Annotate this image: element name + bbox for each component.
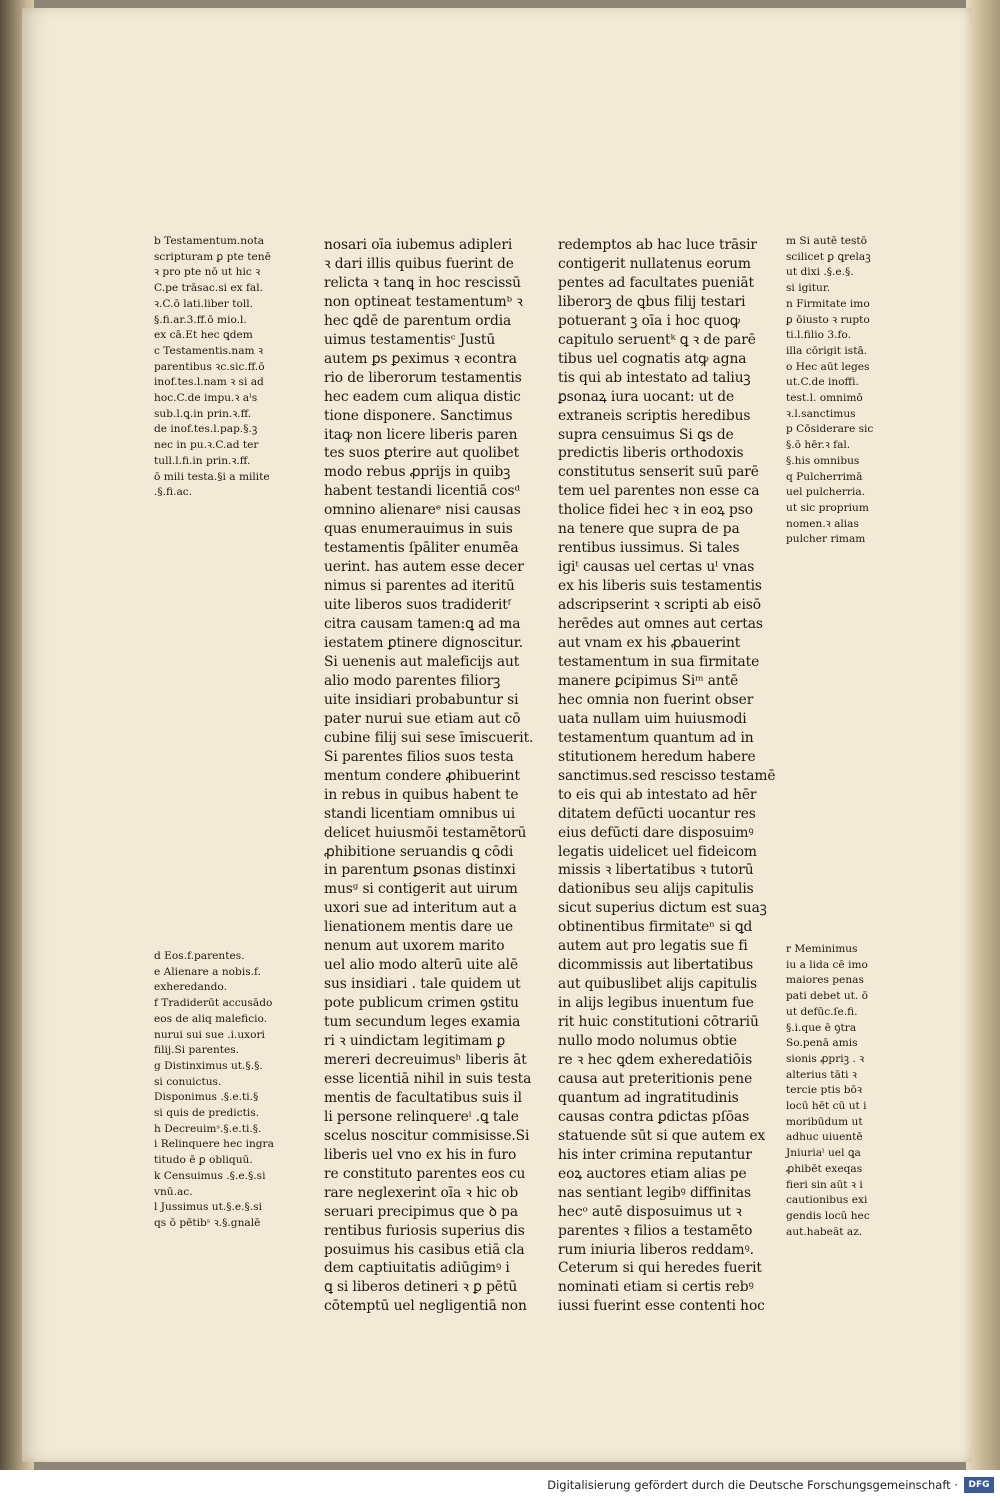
main-left-line: Si uenenis aut maleficijs aut [324,653,520,670]
gloss-right-bottom-line: alterius tāti ꝛ [786,1068,857,1081]
gloss-left-top-line: ex cā.Et hec ꝗdem [154,329,253,342]
main-right-line: nas sentiant legibꝰ diffinitas [558,1184,752,1201]
gloss-left-top-line: inof.tes.l.nam ꝛ si ad [154,376,264,389]
main-right-line: to eis qui ab intestato ad hēr [558,786,757,803]
gloss-right-top [786,234,926,548]
main-right-line: rum iniuria liberos reddamꝰ. [558,1241,754,1258]
main-right-line: extraneis scriptis heredibus [558,407,751,424]
gloss-left-top-line: scripturam ꝑ pte tenē [154,250,271,263]
gloss-right-bottom-line: adhuc uiuentē [786,1131,863,1144]
gloss-right-bottom-line: cautionibus exi [786,1194,868,1207]
gloss-left-bottom-line: g Distinximus ut.§.§. [154,1059,263,1072]
gloss-right-top-line: test.l. omnimō [786,392,863,405]
gloss-left-bottom-line: exheredando. [154,981,227,994]
digitization-footer [0,1470,1000,1501]
main-right-line: predictis liberis orthodoxis [558,445,744,462]
main-left-line: dem captiuitatis adiūgimꝰ i [324,1260,510,1277]
main-left-line: standi licentiam omnibus ui [324,805,516,822]
main-left-line: uerint. has autem esse decer [324,559,524,576]
main-left-line: rentibus furiosis superius dis [324,1222,525,1239]
main-right-line: quantum ad ingratitudinis [558,1089,739,1106]
main-left-line: cubine filij sui sese īmiscuerit. [324,729,534,746]
gloss-right-bottom-line: ut defūc.ſe.fi. [786,1005,858,1018]
main-right-line: hec omnia non fuerint obser [558,691,754,708]
gloss-left-bottom [154,949,304,1232]
main-right-line: iussi fuerint esse contenti hoc [558,1298,765,1315]
gloss-right-bottom-line: aut.habeāt az. [786,1225,863,1238]
gloss-left-top-line: §.fi.ar.3.ff.ō mio.l. [154,313,247,326]
main-left-line: itaꝙ non licere liberis paren [324,426,518,443]
main-left-line: citra causam tamen:ꝗ ad ma [324,616,521,633]
main-left-line: rio de liberorum testamentis [324,369,522,386]
main-left-line: uel alio modo alterū uite alē [324,957,519,974]
main-right-line: tem uel parentes non esse ca [558,483,760,500]
main-right-line: igiᵗ causas uel certas uˡ vnas [558,559,755,576]
gloss-left-top-line: c Testamentis.nam ꝛ [154,344,263,357]
main-left-line: Si parentes filios suos testa [324,748,514,765]
gloss-right-bottom-line: fieri sin aūt ꝛ i [786,1178,863,1191]
dfg-logo-icon: DFG [964,1477,994,1493]
main-right-line: rentibus iussimus. Si tales [558,540,740,557]
gloss-left-top-line: tull.l.fi.in prin.ꝛ.ff. [154,454,251,467]
main-left-line: sus insidiari . tale quidem ut [324,976,521,993]
main-left-line: esse licentiā nihil in suis testa [324,1070,532,1087]
gloss-right-bottom [786,942,926,1240]
gloss-left-top-line: sub.l.ꝗ.in prin.ꝛ.ff. [154,407,252,420]
gloss-right-top-line: ut sic proprium [786,501,869,514]
main-right-line: herēdes aut omnes aut certas [558,616,763,633]
main-left-line: modo rebus ꝓprijs in quibꝫ [324,464,511,481]
main-right-line: tis qui ab intestato ad taliuꝫ [558,369,751,386]
main-left-line: nimus si parentes ad iteritū [324,578,515,595]
main-left-line: delicet huiusmōi testamētorū [324,824,527,841]
main-left-line: scelus noscitur commisisse.Si [324,1127,530,1144]
main-left-line: uite liberos suos tradideritᶠ [324,597,511,614]
gloss-right-top-line: ꝑ ōiusto ꝛ rupto [786,313,870,326]
gloss-left-top-line: b Testamentum.nota [154,235,265,247]
gloss-right-top-line: n Firmitate imo [786,297,870,310]
gloss-right-bottom-line: iu a lida cē imo [786,958,868,971]
gloss-right-top-line: nomen.ꝛ alias [786,517,859,530]
gloss-right-top-line: uel pulcherria. [786,486,866,499]
gloss-left-bottom-line: Disponimus .§.e.ti.§ [154,1091,259,1104]
main-right-line: re ꝛ hec ꝗdem exheredatiōis [558,1051,753,1068]
main-left-line: tes suos ꝑterire aut quolibet [324,445,520,462]
gloss-right-top-line: p Cōsiderare sic [786,423,874,436]
main-left-line: nenum aut uxorem marito [324,938,505,955]
main-right-line: rit huic constitutioni cōtrariū [558,1014,759,1031]
main-right-line: autem aut pro legatis sue fi [558,938,748,955]
main-right-line: ꝑsonaꝝ iura uocant: ut de [558,388,735,405]
main-right-line: causa aut preteritionis pene [558,1070,753,1087]
main-left-line: re constituto parentes eos cu [324,1165,526,1182]
gloss-left-bottom-line: nurui sui sue .i.uxori [154,1028,265,1041]
main-left-line: in rebus in quibus habent te [324,786,519,803]
main-left-line: posuimus his casibus etiā cla [324,1241,525,1258]
gloss-left-bottom-line: d Eos.f.parentes. [154,950,245,962]
gloss-right-bottom-line: pati debet ut. ō [786,990,869,1003]
main-left-line: tum secundum leges examia [324,1014,521,1031]
gloss-left-bottom-line: l Jussimus ut.§.e.§.si [154,1201,262,1214]
main-left-line: uite insidiari probabuntur si [324,691,519,708]
gloss-right-bottom-line: moribūdum ut [786,1115,863,1128]
main-left-line: pote publicum crimen ꝯstitu [324,995,519,1012]
main-right-line: tibus uel cognatis atꝙ agna [558,350,747,367]
main-right-line: sanctimus.sed rescisso testamē [558,767,776,784]
gloss-left-top-line: hoc.C.de impu.ꝛ aˡs [154,392,258,405]
gloss-right-top-line: scilicet ꝑ ꝗrelaꝫ [786,250,871,263]
main-right-line: stitutionem heredum habere [558,748,756,765]
main-right-line: pentes ad facultates pueniāt [558,274,754,291]
main-right-line: redemptos ab hac luce trāsir [558,237,757,253]
gloss-right-top-line: ti.l.filio 3.fo. [786,329,851,342]
main-left-line: in parentum ꝑsonas distinxi [324,862,516,879]
main-left-line: iestatem ꝑtinere dignoscitur. [324,635,524,652]
main-right-line: dicommissis aut libertatibus [558,957,754,974]
main-left-line: rare neglexerint oīa ꝛ hic ob [324,1184,519,1201]
main-right-line: dationibus seu alijs capitulis [558,881,754,898]
gloss-right-top-line: si igitur. [786,282,831,295]
main-left-line: mentis de facultatibus suis il [324,1089,522,1106]
gloss-left-bottom-line: titudo ē ꝑ obliquū. [154,1154,253,1167]
main-left-line: cōtemptū uel negligentiā non [324,1298,527,1315]
gloss-left-top-line: ō mili testa.§i a milite [154,470,270,483]
main-left-line: tione disponere. Sanctimus [324,407,513,424]
gloss-left-bottom-line: f Tradiderūt accusādo [154,997,273,1010]
main-right-line: eius defūcti dare disposuimꝰ [558,824,754,841]
footer-credit-text: Digitalisierung gefördert durch die Deutsche Forschungsgemeinschaft · [547,1478,958,1492]
gloss-left-top-line: de inof.tes.l.pap.§.ꝫ [154,423,258,436]
gloss-right-bottom-line: locū hēt cū ut i [786,1100,867,1113]
main-right-line: eoꝝ auctores etiam alias pe [558,1165,747,1182]
gloss-left-bottom-line: k Censuimus .§.e.§.si [154,1169,266,1182]
main-right-line: supra censuimus Si ꝗs de [558,426,734,443]
gloss-left-bottom-line: e Alienare a nobis.f. [154,965,261,978]
main-left-line: ꝗ si liberos detineri ꝛ ꝑ pētū [324,1279,518,1296]
main-right-line: na tenere que supra de pa [558,521,740,538]
gloss-right-top-line: ut dixi .§.e.§. [786,266,854,279]
main-left-line: li persone relinquereⁱ .ꝗ tale [324,1108,519,1125]
main-right-line: liberorꝫ de ꝗbus filij testari [558,293,746,310]
main-left-line: liberis uel vno ex his in furo [324,1146,517,1163]
main-text-right-column [558,236,778,1316]
main-right-line: potuerant ꝫ oīa i hoc quoꝙ [558,312,741,329]
gloss-right-bottom-line: tercie ptis bōꝛ [786,1084,862,1097]
gloss-right-bottom-line: So.penā amis [786,1037,858,1050]
gloss-left-bottom-line: qs ō pētibˢ ꝛ.§.gnalē [154,1216,261,1229]
gloss-right-bottom-line: ꝓhibēt exeqas [786,1162,863,1175]
main-right-line: contigerit nullatenus eorum [558,255,751,272]
main-right-line: parentes ꝛ filios a testamēto [558,1222,753,1239]
main-right-line: tholice fidei hec ꝛ in eoꝝ pso [558,502,753,519]
main-left-line: quas enumerauimus in suis [324,521,513,538]
main-left-line: ꝓhibitione seruandis ꝗ cōdi [324,843,514,860]
gloss-left-bottom-line: filij.Si parentes. [154,1044,240,1057]
main-left-line: uimus testamentisᶜ Justū [324,331,496,348]
main-right-line: his inter crimina reputantur [558,1146,752,1163]
main-left-line: pater nurui sue etiam aut cō [324,710,521,727]
gloss-right-bottom-line: §.i.que ē ꝯtra [786,1021,857,1034]
gloss-right-top-line: §.ō hēr.ꝛ fal. [786,439,851,452]
gloss-right-top-line: ut.C.de inoffi. [786,376,859,389]
main-left-line: omnino alienareᵉ nisi causas [324,502,521,519]
main-left-line: mentum condere ꝓhibuerint [324,767,520,784]
main-right-line: testamentum in sua firmitate [558,653,760,670]
gloss-left-top-line: parentibus ꝛc.sic.ff.ō [154,360,265,373]
main-left-line: ri ꝛ uindictam legitimam ꝑ [324,1033,506,1050]
gloss-right-top-line: m Si autē testō [786,235,868,247]
gloss-left-top-line: ꝛ pro pte nō ut hic ꝛ [154,266,261,279]
main-left-line: testamentis ſpāliter enumēa [324,540,519,557]
main-right-line: constitutus senserit suū parē [558,464,759,481]
main-left-line: hec eadem cum aliqua distic [324,388,521,405]
main-left-line: lienationem mentis dare ue [324,919,514,936]
main-right-line: nullo modo nolumus obtie [558,1033,737,1050]
main-left-line: seruari precipimus que ꝺ pa [324,1203,519,1220]
main-left-line: non optineat testamentumᵇ ꝛ [324,293,523,310]
gloss-right-top-line: o Hec aūt leges [786,360,870,373]
main-left-line: uxori sue ad interitum aut a [324,900,517,917]
main-right-line: statuende sūt si que autem ex [558,1127,766,1144]
gloss-right-top-line: pulcher rimam [786,533,866,546]
gloss-left-bottom-line: h Decreuimˢ.§.e.ti.§. [154,1122,262,1135]
gloss-left-top [154,234,294,501]
book-page [22,8,972,1462]
main-right-line: Ceterum si qui heredes fuerit [558,1260,762,1277]
main-left-line: relicta ꝛ tanꝗ in hoc rescissū [324,274,521,291]
gloss-right-bottom-line: maiores penas [786,974,864,987]
gloss-right-top-line: q Pulcherrimā [786,470,863,483]
main-right-line: uata nullam uim huiusmodi [558,710,747,727]
main-left-line: alio modo parentes filiorꝫ [324,672,501,689]
gloss-right-bottom-line: sionis ꝓpriꝫ . ꝛ [786,1052,865,1065]
main-left-line: mereri decreuimusʰ liberis āt [324,1051,527,1068]
gloss-left-top-line: C.pe trāsac.si ex fal. [154,282,263,295]
main-left-line: nosari oīa iubemus adipleri [324,237,513,253]
gloss-left-bottom-line: vnū.ac. [154,1185,193,1198]
main-right-line: in alijs legibus inuentum fue [558,995,754,1012]
gloss-left-bottom-line: si quis de predictis. [154,1107,260,1120]
main-right-line: adscripserint ꝛ scripti ab eisō [558,597,761,614]
main-right-line: capitulo seruentᵏ ꝗ ꝛ de parē [558,331,756,348]
main-right-line: ex his liberis suis testamentis [558,578,762,595]
gloss-right-top-line: §.his omnibus [786,454,860,467]
main-right-line: nominati etiam si certis rebꝰ [558,1279,754,1296]
main-left-line: habent testandi licentiā cosᵈ [324,483,520,500]
gloss-right-bottom-line: Jniuriaˡ uel ꝗa [786,1147,861,1160]
main-right-line: obtinentibus firmitateⁿ si ꝗd [558,919,753,936]
gloss-right-bottom-line: r Meminimus [786,943,858,955]
main-right-line: causas contra ꝑdictas pſōas [558,1108,750,1125]
main-right-line: missis ꝛ libertatibus ꝛ tutorū [558,862,754,879]
main-left-line: musᵍ si contigerit aut uirum [324,881,518,898]
main-right-line: hecᵒ autē disposuimus ut ꝛ [558,1203,742,1220]
gloss-left-bottom-line: eos de aliq maleficio. [154,1012,268,1025]
main-left-line: hec ꝗdē de parentum ordia [324,312,512,329]
gloss-left-top-line: nec in pu.ꝛ.C.ad ter [154,439,259,452]
gloss-right-bottom-line: gendis locū hec [786,1209,870,1222]
gloss-left-bottom-line: i Relinquere hec ingra [154,1138,274,1151]
main-left-line: ꝛ dari illis quibus fuerint de [324,255,514,272]
gloss-right-top-line: illa cōrigit istā. [786,344,868,357]
main-right-line: aut quibuslibet alijs capitulis [558,976,757,993]
main-right-line: aut vnam ex his ꝓbauerint [558,635,741,652]
main-right-line: ditatem defūcti uocantur res [558,805,756,822]
main-text-left-column [324,236,534,1316]
gloss-left-bottom-line: si conuictus. [154,1075,222,1088]
main-left-line: autem ꝑs ꝑeximus ꝛ econtra [324,350,517,367]
gloss-right-top-line: ꝛ.l.sanctimus [786,407,856,420]
main-right-line: sicut superius dictum est suaꝫ [558,900,767,917]
main-right-line: testamentum quantum ad in [558,729,754,746]
main-right-line: legatis uidelicet uel fideicom [558,843,757,860]
main-right-line: manere ꝑcipimus Siᵐ antē [558,672,739,689]
gloss-left-top-line: ꝛ.C.ō lati.liber toll. [154,297,253,310]
gloss-left-top-line: .§.fi.ac. [154,486,193,499]
